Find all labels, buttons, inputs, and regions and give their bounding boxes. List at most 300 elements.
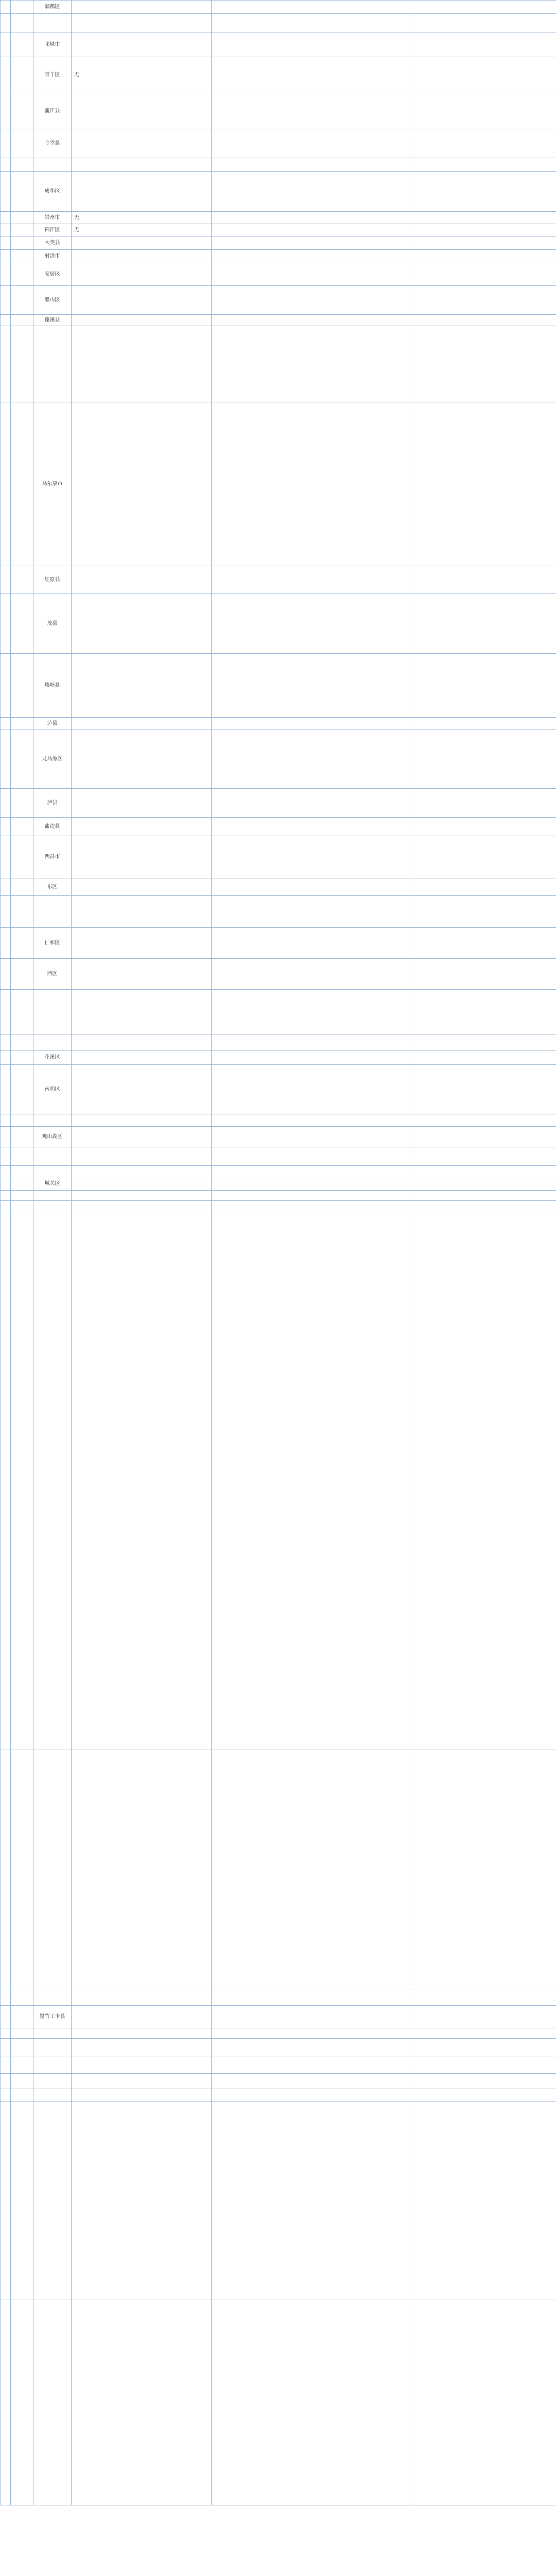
cell-mid <box>212 286 409 315</box>
cell-high <box>72 566 212 594</box>
cell-dist <box>33 2028 72 2039</box>
cell-dist: 龙马潭区 <box>33 730 72 789</box>
cell-high <box>72 959 212 990</box>
cell-prov <box>1 2074 11 2089</box>
table-row <box>1 566 556 594</box>
cell-high <box>72 402 212 566</box>
table-row <box>1 32 556 57</box>
table-row <box>1 93 556 129</box>
cell-prov <box>1 2039 11 2057</box>
cell-dist <box>33 2074 72 2089</box>
cell-prov <box>1 2089 11 2102</box>
cell-city <box>11 1127 33 1147</box>
table-row <box>1 250 556 263</box>
cell-prov <box>1 14 11 32</box>
cell-low <box>409 654 556 718</box>
cell-mid <box>212 928 409 959</box>
cell-dist: 城关区 <box>33 1177 72 1191</box>
cell-dist: 蒲江县 <box>33 93 72 129</box>
table-row <box>1 1035 556 1050</box>
cell-city <box>11 1211 33 1750</box>
cell-prov <box>1 2006 11 2028</box>
cell-city <box>11 789 33 818</box>
cell-low <box>409 172 556 212</box>
cell-dist: 安居区 <box>33 263 72 286</box>
cell-low <box>409 236 556 250</box>
cell-high <box>72 654 212 718</box>
cell-dist <box>33 2039 72 2057</box>
cell-low <box>409 158 556 172</box>
cell-mid <box>212 2057 409 2074</box>
cell-high <box>72 1147 212 1166</box>
cell-mid <box>212 878 409 896</box>
cell-mid <box>212 172 409 212</box>
cell-mid <box>212 57 409 93</box>
cell-prov <box>1 718 11 730</box>
cell-high <box>72 594 212 654</box>
cell-dist: 泸县 <box>33 789 72 818</box>
cell-dist: 壤塘县 <box>33 654 72 718</box>
cell-high <box>72 928 212 959</box>
cell-city <box>11 402 33 566</box>
cell-high <box>72 1750 212 1990</box>
cell-prov <box>1 1147 11 1166</box>
table-row <box>1 129 556 158</box>
cell-low <box>409 315 556 326</box>
cell-mid <box>212 718 409 730</box>
cell-low <box>409 1191 556 1201</box>
table-row <box>1 990 556 1035</box>
cell-prov <box>1 654 11 718</box>
table-row <box>1 212 556 224</box>
cell-low <box>409 1177 556 1191</box>
cell-high <box>72 1114 212 1127</box>
cell-low <box>409 1166 556 1177</box>
cell-mid <box>212 2299 409 2505</box>
cell-low <box>409 402 556 566</box>
cell-low <box>409 93 556 129</box>
cell-prov <box>1 990 11 1035</box>
table-row <box>1 928 556 959</box>
cell-city <box>11 654 33 718</box>
cell-prov <box>1 326 11 402</box>
cell-prov <box>1 1114 11 1127</box>
cell-dist <box>33 1211 72 1750</box>
cell-low <box>409 1990 556 2006</box>
cell-low <box>409 878 556 896</box>
cell-high <box>72 1177 212 1191</box>
table-row <box>1 594 556 654</box>
cell-low <box>409 836 556 878</box>
cell-high: 无 <box>72 212 212 224</box>
table-row <box>1 1191 556 1201</box>
cell-city <box>11 2299 33 2505</box>
cell-prov <box>1 263 11 286</box>
cell-city <box>11 263 33 286</box>
cell-high <box>72 158 212 172</box>
cell-low <box>409 730 556 789</box>
table-row <box>1 236 556 250</box>
cell-prov <box>1 1 11 14</box>
cell-city <box>11 818 33 836</box>
cell-city <box>11 1177 33 1191</box>
cell-mid <box>212 990 409 1035</box>
cell-prov <box>1 1127 11 1147</box>
cell-low <box>409 286 556 315</box>
cell-mid <box>212 836 409 878</box>
cell-prov <box>1 172 11 212</box>
cell-city <box>11 718 33 730</box>
cell-prov <box>1 32 11 57</box>
cell-city <box>11 236 33 250</box>
cell-high <box>72 1166 212 1177</box>
cell-mid <box>212 2102 409 2299</box>
cell-prov <box>1 959 11 990</box>
cell-mid <box>212 236 409 250</box>
table-row <box>1 263 556 286</box>
cell-city <box>11 1065 33 1114</box>
cell-low <box>409 2028 556 2039</box>
cell-low <box>409 2089 556 2102</box>
cell-high <box>72 1127 212 1147</box>
cell-prov <box>1 2102 11 2299</box>
cell-mid <box>212 1750 409 1990</box>
table-row <box>1 1211 556 1750</box>
cell-high: 无 <box>72 224 212 236</box>
cell-high <box>72 93 212 129</box>
cell-dist: 仁和区 <box>33 928 72 959</box>
cell-prov <box>1 1191 11 1201</box>
cell-high <box>72 836 212 878</box>
cell-prov <box>1 878 11 896</box>
cell-city <box>11 172 33 212</box>
cell-dist <box>33 2057 72 2074</box>
cell-city <box>11 2006 33 2028</box>
cell-city <box>11 594 33 654</box>
cell-city <box>11 928 33 959</box>
cell-prov <box>1 236 11 250</box>
table-row <box>1 1114 556 1127</box>
cell-high <box>72 789 212 818</box>
table-row <box>1 654 556 718</box>
cell-city <box>11 1050 33 1065</box>
cell-dist: 郫都区 <box>33 1 72 14</box>
cell-low <box>409 250 556 263</box>
cell-high <box>72 1211 212 1750</box>
cell-city <box>11 1114 33 1127</box>
cell-mid <box>212 158 409 172</box>
cell-dist: 蓬溪县 <box>33 315 72 326</box>
cell-high <box>72 2028 212 2039</box>
cell-dist <box>33 2089 72 2102</box>
cell-dist: 金堂县 <box>33 129 72 158</box>
table-row <box>1 326 556 402</box>
cell-mid <box>212 789 409 818</box>
table-row <box>1 2028 556 2039</box>
cell-high <box>72 32 212 57</box>
cell-city <box>11 1035 33 1050</box>
cell-low <box>409 14 556 32</box>
cell-city <box>11 32 33 57</box>
cell-mid <box>212 1166 409 1177</box>
cell-low <box>409 566 556 594</box>
cell-high <box>72 2006 212 2028</box>
cell-high: 无 <box>72 57 212 93</box>
cell-prov <box>1 2057 11 2074</box>
cell-prov <box>1 730 11 789</box>
cell-low <box>409 1211 556 1750</box>
cell-high <box>72 172 212 212</box>
cell-mid <box>212 224 409 236</box>
cell-dist: 马尔康市 <box>33 402 72 566</box>
cell-prov <box>1 896 11 928</box>
cell-mid <box>212 315 409 326</box>
cell-mid <box>212 896 409 928</box>
cell-dist: 红原县 <box>33 566 72 594</box>
cell-high <box>72 14 212 32</box>
cell-low <box>409 928 556 959</box>
cell-prov <box>1 212 11 224</box>
cell-low <box>409 326 556 402</box>
cell-dist <box>33 326 72 402</box>
cell-mid <box>212 2074 409 2089</box>
cell-low <box>409 129 556 158</box>
cell-mid <box>212 93 409 129</box>
table-row <box>1 1050 556 1065</box>
cell-city <box>11 2057 33 2074</box>
table-row <box>1 818 556 836</box>
table-row <box>1 789 556 818</box>
cell-low <box>409 2299 556 2505</box>
cell-mid <box>212 129 409 158</box>
cell-high <box>72 1065 212 1114</box>
cell-low <box>409 990 556 1035</box>
table-row <box>1 2299 556 2505</box>
cell-prov <box>1 836 11 878</box>
cell-prov <box>1 1065 11 1114</box>
cell-low <box>409 1127 556 1147</box>
cell-prov <box>1 1050 11 1065</box>
cell-prov <box>1 1211 11 1750</box>
cell-high <box>72 315 212 326</box>
cell-high <box>72 1201 212 1211</box>
cell-low <box>409 224 556 236</box>
cell-mid <box>212 2089 409 2102</box>
cell-mid <box>212 250 409 263</box>
cell-high <box>72 236 212 250</box>
cell-mid <box>212 1114 409 1127</box>
table-body <box>1 1 556 2505</box>
cell-mid <box>212 1050 409 1065</box>
cell-low <box>409 212 556 224</box>
table-row <box>1 1147 556 1166</box>
cell-city <box>11 129 33 158</box>
cell-city <box>11 224 33 236</box>
cell-dist <box>33 1201 72 1211</box>
cell-dist <box>33 1166 72 1177</box>
cell-low <box>409 959 556 990</box>
cell-city <box>11 566 33 594</box>
cell-prov <box>1 402 11 566</box>
table-row <box>1 315 556 326</box>
cell-city <box>11 250 33 263</box>
cell-prov <box>1 250 11 263</box>
cell-dist <box>33 896 72 928</box>
cell-high <box>72 2299 212 2505</box>
cell-high <box>72 286 212 315</box>
cell-high <box>72 896 212 928</box>
cell-city <box>11 1750 33 1990</box>
cell-mid <box>212 2006 409 2028</box>
cell-high <box>72 1191 212 1201</box>
cell-high <box>72 129 212 158</box>
cell-low <box>409 1035 556 1050</box>
cell-city <box>11 158 33 172</box>
cell-high <box>72 1 212 14</box>
cell-low <box>409 57 556 93</box>
cell-high <box>72 2089 212 2102</box>
cell-mid <box>212 566 409 594</box>
cell-high <box>72 2074 212 2089</box>
cell-dist: 茂县 <box>33 594 72 654</box>
cell-prov <box>1 2028 11 2039</box>
cell-low <box>409 2074 556 2089</box>
cell-low <box>409 1750 556 1990</box>
table-row <box>1 730 556 789</box>
table-row <box>1 57 556 93</box>
cell-city <box>11 57 33 93</box>
table-row <box>1 1177 556 1191</box>
cell-city <box>11 1201 33 1211</box>
cell-mid <box>212 402 409 566</box>
cell-prov <box>1 789 11 818</box>
table-row <box>1 1 556 14</box>
cell-city <box>11 878 33 896</box>
cell-low <box>409 1147 556 1166</box>
table-row <box>1 2089 556 2102</box>
cell-mid <box>212 2039 409 2057</box>
table-row <box>1 718 556 730</box>
cell-mid <box>212 1990 409 2006</box>
cell-dist: 观山湖区 <box>33 1127 72 1147</box>
cell-city <box>11 326 33 402</box>
cell-prov <box>1 1035 11 1050</box>
cell-dist: 青羊区 <box>33 57 72 93</box>
cell-high <box>72 718 212 730</box>
cell-mid <box>212 326 409 402</box>
table-row <box>1 224 556 236</box>
cell-prov <box>1 1177 11 1191</box>
cell-high <box>72 1050 212 1065</box>
cell-city <box>11 1 33 14</box>
cell-prov <box>1 2299 11 2505</box>
cell-city <box>11 896 33 928</box>
cell-prov <box>1 93 11 129</box>
cell-city <box>11 2028 33 2039</box>
cell-low <box>409 1065 556 1114</box>
cell-dist: 盐边县 <box>33 818 72 836</box>
cell-mid <box>212 212 409 224</box>
table-row <box>1 158 556 172</box>
cell-city <box>11 93 33 129</box>
table-row <box>1 2039 556 2057</box>
cell-dist <box>33 1750 72 1990</box>
cell-high <box>72 1035 212 1050</box>
cell-low <box>409 718 556 730</box>
cell-prov <box>1 1750 11 1990</box>
cell-dist: 东区 <box>33 878 72 896</box>
cell-high <box>72 263 212 286</box>
cell-prov <box>1 158 11 172</box>
cell-city <box>11 1166 33 1177</box>
cell-dist <box>33 14 72 32</box>
cell-high <box>72 990 212 1035</box>
cell-dist: 南明区 <box>33 1065 72 1114</box>
cell-mid <box>212 263 409 286</box>
cell-prov <box>1 286 11 315</box>
cell-low <box>409 1201 556 1211</box>
cell-dist: 花溪区 <box>33 1050 72 1065</box>
cell-dist: 西昌市 <box>33 836 72 878</box>
cell-prov <box>1 818 11 836</box>
cell-prov <box>1 594 11 654</box>
cell-low <box>409 594 556 654</box>
table-row <box>1 836 556 878</box>
cell-mid <box>212 14 409 32</box>
cell-low <box>409 2006 556 2028</box>
cell-mid <box>212 959 409 990</box>
cell-prov <box>1 57 11 93</box>
cell-city <box>11 1147 33 1166</box>
table-row <box>1 14 556 32</box>
table-row <box>1 1127 556 1147</box>
table-row <box>1 2074 556 2089</box>
cell-city <box>11 14 33 32</box>
cell-dist: 崇州市 <box>33 212 72 224</box>
table-row <box>1 2102 556 2299</box>
cell-mid <box>212 1035 409 1050</box>
cell-high <box>72 2057 212 2074</box>
cell-mid <box>212 654 409 718</box>
cell-dist: 船山区 <box>33 286 72 315</box>
cell-city <box>11 836 33 878</box>
cell-dist <box>33 1035 72 1050</box>
cell-high <box>72 730 212 789</box>
cell-dist: 泸县 <box>33 718 72 730</box>
cell-mid <box>212 32 409 57</box>
cell-low <box>409 896 556 928</box>
cell-high <box>72 818 212 836</box>
cell-low <box>409 2102 556 2299</box>
cell-dist <box>33 1990 72 2006</box>
cell-dist: 射洪市 <box>33 250 72 263</box>
cell-city <box>11 2089 33 2102</box>
cell-low <box>409 2057 556 2074</box>
table-row <box>1 402 556 566</box>
cell-low <box>409 263 556 286</box>
cell-mid <box>212 2028 409 2039</box>
table-row <box>1 1201 556 1211</box>
cell-prov <box>1 1201 11 1211</box>
table-row <box>1 2006 556 2028</box>
table-row <box>1 172 556 212</box>
table-row <box>1 896 556 928</box>
cell-mid <box>212 1191 409 1201</box>
cell-city <box>11 286 33 315</box>
cell-mid <box>212 594 409 654</box>
cell-dist: 成华区 <box>33 172 72 212</box>
table-row <box>1 1065 556 1114</box>
